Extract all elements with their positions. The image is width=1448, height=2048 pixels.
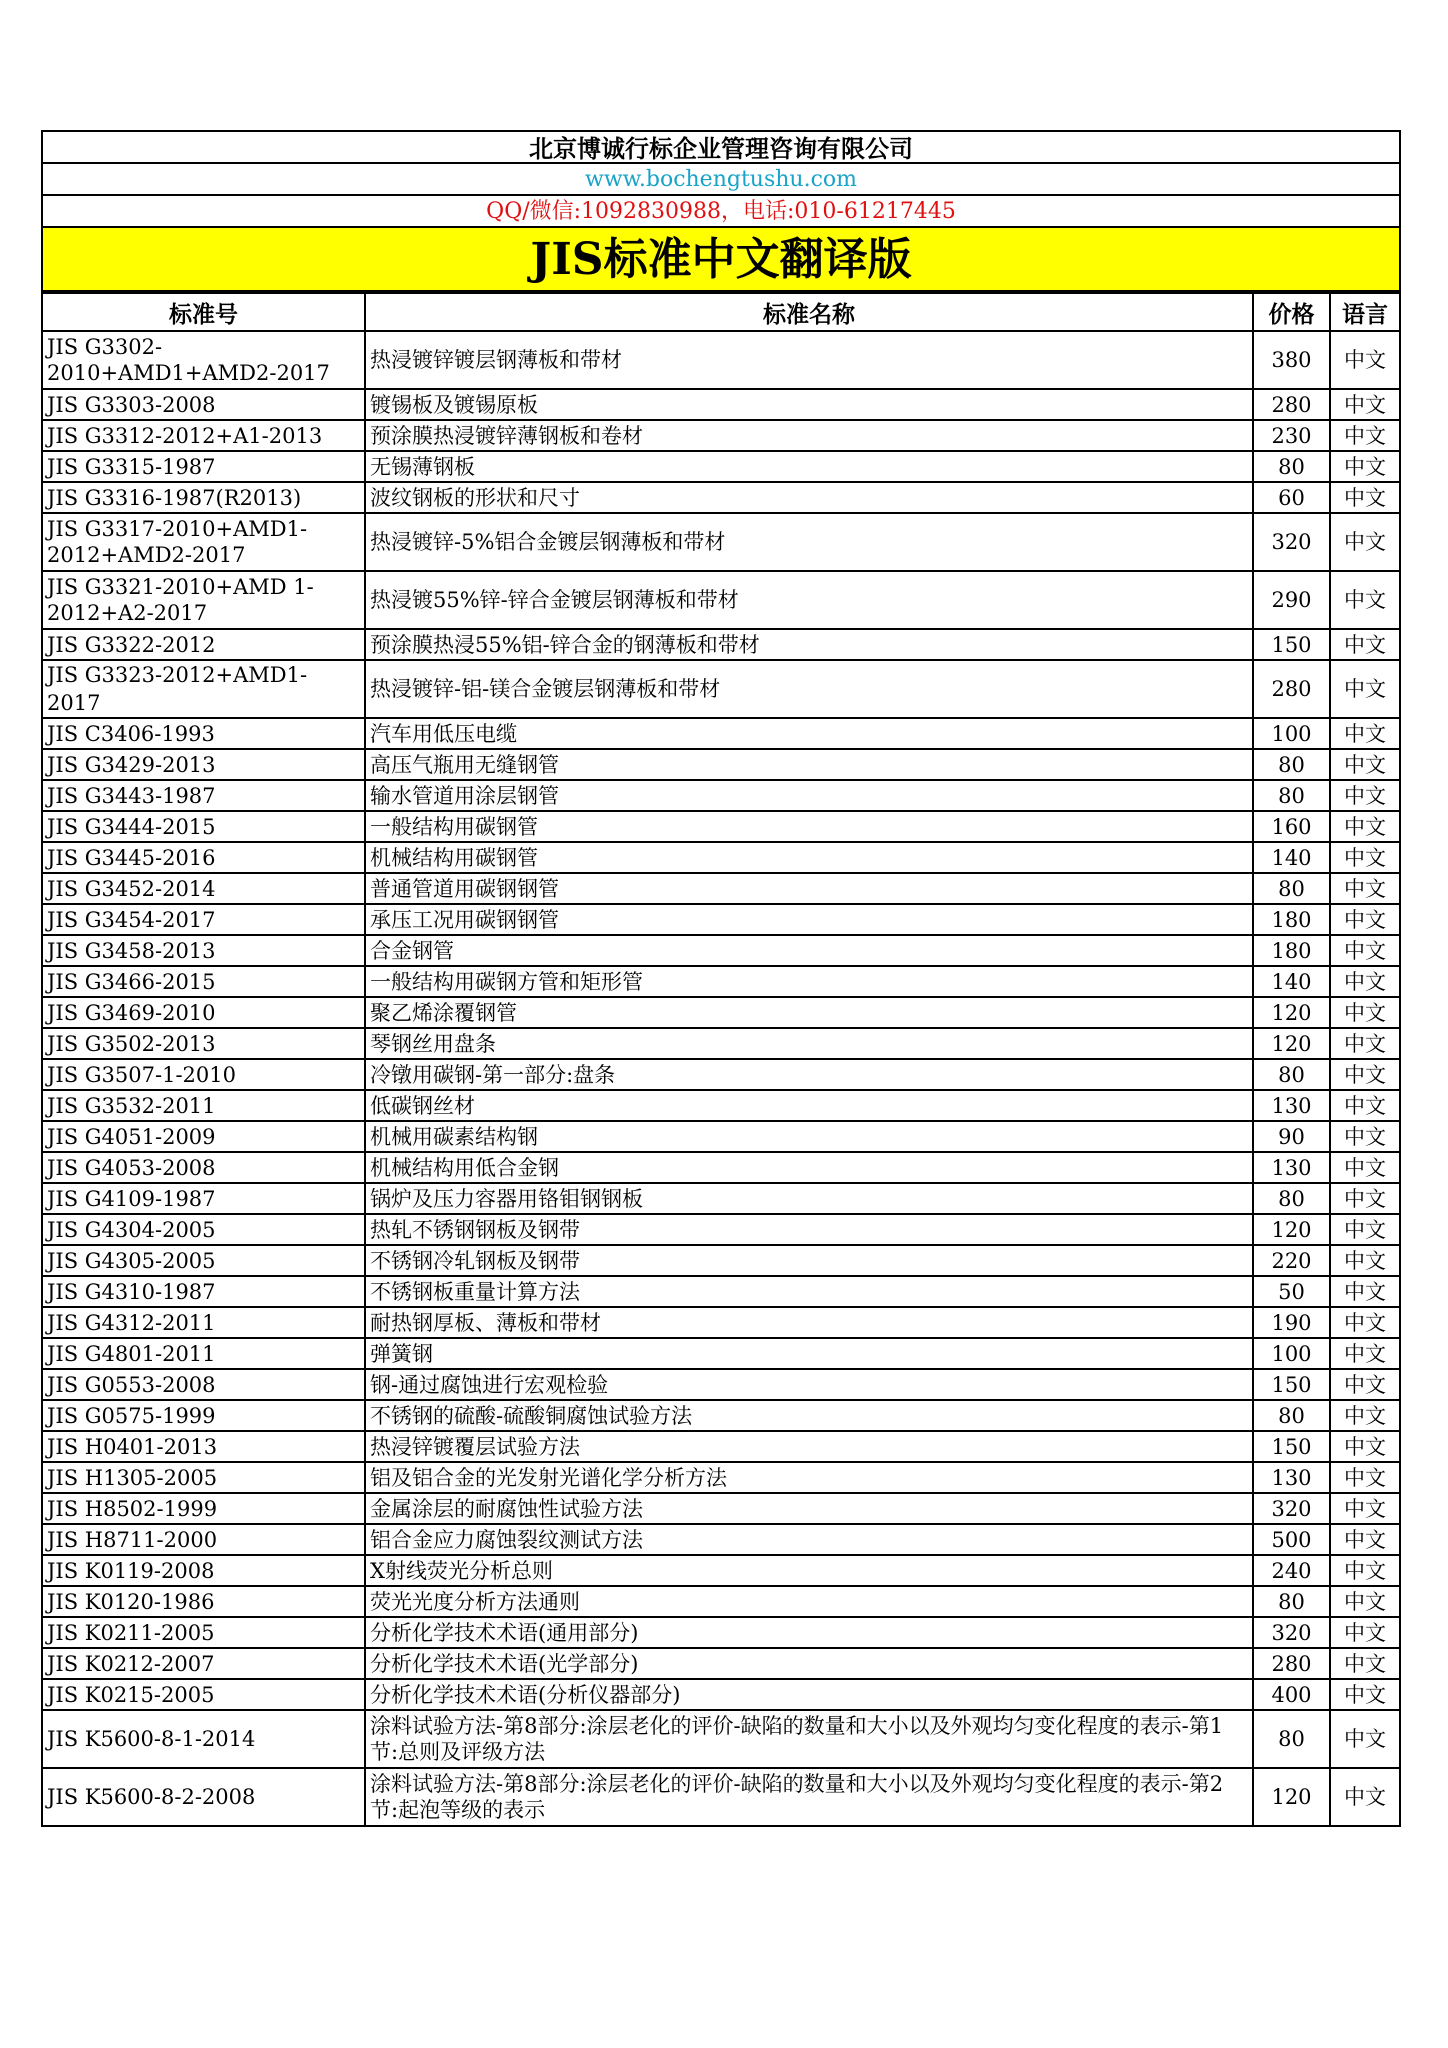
table-row (42, 1493, 1400, 1524)
language-cell: 中文 (1330, 1617, 1400, 1648)
standard-code-cell: JIS G4304-2005 (42, 1214, 365, 1245)
table-row (42, 420, 1400, 451)
language-cell: 中文 (1330, 997, 1400, 1028)
language-cell: 中文 (1330, 1152, 1400, 1183)
standard-code-cell: JIS G3321-2010+AMD 1-2012+A2-2017 (42, 571, 365, 629)
language-cell: 中文 (1330, 1121, 1400, 1152)
table-row (42, 966, 1400, 997)
standard-name-cell: 机械结构用碳钢管 (365, 842, 1253, 873)
language-cell: 中文 (1330, 780, 1400, 811)
table-row (42, 1462, 1400, 1493)
standard-name-cell: 涂料试验方法-第8部分:涂层老化的评价-缺陷的数量和大小以及外观均匀变化程度的表示-第2节:起泡等级的表示 (365, 1768, 1253, 1826)
price-cell: 280 (1253, 1648, 1330, 1679)
table-row (42, 1369, 1400, 1400)
table-row (42, 935, 1400, 966)
language-cell: 中文 (1330, 1338, 1400, 1369)
col-header-lang: 语言 (1330, 293, 1400, 331)
standard-code-cell: JIS G3312-2012+A1-2013 (42, 420, 365, 451)
standard-name-cell: 热轧不锈钢钢板及钢带 (365, 1214, 1253, 1245)
table-row (42, 1183, 1400, 1214)
price-cell: 90 (1253, 1121, 1330, 1152)
table-row (42, 904, 1400, 935)
language-cell: 中文 (1330, 935, 1400, 966)
table-row (42, 1214, 1400, 1245)
standard-name-cell: X射线荧光分析总则 (365, 1555, 1253, 1586)
standard-code-cell: JIS G4310-1987 (42, 1276, 365, 1307)
table-row (42, 1710, 1400, 1768)
language-cell: 中文 (1330, 1586, 1400, 1617)
language-cell: 中文 (1330, 1400, 1400, 1431)
standard-name-cell: 钢-通过腐蚀进行宏观检验 (365, 1369, 1253, 1400)
table-row (42, 389, 1400, 420)
language-cell: 中文 (1330, 718, 1400, 749)
standard-name-cell: 波纹钢板的形状和尺寸 (365, 482, 1253, 513)
standard-name-cell: 分析化学技术术语(分析仪器部分) (365, 1679, 1253, 1710)
price-cell: 240 (1253, 1555, 1330, 1586)
language-cell: 中文 (1330, 1462, 1400, 1493)
language-cell: 中文 (1330, 1710, 1400, 1768)
language-cell: 中文 (1330, 1028, 1400, 1059)
language-cell: 中文 (1330, 1555, 1400, 1586)
price-cell: 320 (1253, 1493, 1330, 1524)
table-row (42, 660, 1400, 718)
standard-name-cell: 机械用碳素结构钢 (365, 1121, 1253, 1152)
standard-code-cell: JIS G4109-1987 (42, 1183, 365, 1214)
standard-code-cell: JIS G3323-2012+AMD1-2017 (42, 660, 365, 718)
standard-name-cell: 高压气瓶用无缝钢管 (365, 749, 1253, 780)
standard-code-cell: JIS G3445-2016 (42, 842, 365, 873)
table-body (42, 331, 1400, 1826)
price-cell: 130 (1253, 1462, 1330, 1493)
standard-code-cell: JIS G3444-2015 (42, 811, 365, 842)
price-cell: 130 (1253, 1090, 1330, 1121)
standard-code-cell: JIS K0215-2005 (42, 1679, 365, 1710)
language-cell: 中文 (1330, 1183, 1400, 1214)
language-cell: 中文 (1330, 1768, 1400, 1826)
language-cell: 中文 (1330, 1059, 1400, 1090)
standard-name-cell: 机械结构用低合金钢 (365, 1152, 1253, 1183)
standard-code-cell: JIS G4053-2008 (42, 1152, 365, 1183)
language-cell: 中文 (1330, 749, 1400, 780)
standard-name-cell: 荧光光度分析方法通则 (365, 1586, 1253, 1617)
language-cell: 中文 (1330, 389, 1400, 420)
standard-code-cell: JIS G3532-2011 (42, 1090, 365, 1121)
table-row (42, 451, 1400, 482)
table-row (42, 513, 1400, 571)
price-cell: 500 (1253, 1524, 1330, 1555)
standard-code-cell: JIS G3303-2008 (42, 389, 365, 420)
price-cell: 80 (1253, 1400, 1330, 1431)
price-cell: 220 (1253, 1245, 1330, 1276)
price-cell: 380 (1253, 331, 1330, 389)
standard-code-cell: JIS G3452-2014 (42, 873, 365, 904)
price-cell: 120 (1253, 997, 1330, 1028)
language-cell: 中文 (1330, 629, 1400, 660)
standard-code-cell: JIS K0120-1986 (42, 1586, 365, 1617)
language-cell: 中文 (1330, 842, 1400, 873)
price-cell: 140 (1253, 842, 1330, 873)
price-cell: 400 (1253, 1679, 1330, 1710)
standard-code-cell: JIS G3315-1987 (42, 451, 365, 482)
table-row (42, 1090, 1400, 1121)
table-row (42, 1555, 1400, 1586)
price-cell: 180 (1253, 904, 1330, 935)
table-row (42, 718, 1400, 749)
standard-code-cell: JIS C3406-1993 (42, 718, 365, 749)
language-cell: 中文 (1330, 451, 1400, 482)
standard-code-cell: JIS G3443-1987 (42, 780, 365, 811)
standard-name-cell: 预涂膜热浸镀锌薄钢板和卷材 (365, 420, 1253, 451)
table-row (42, 1524, 1400, 1555)
standard-code-cell: JIS G3429-2013 (42, 749, 365, 780)
standard-name-cell: 承压工况用碳钢钢管 (365, 904, 1253, 935)
table-row (42, 1121, 1400, 1152)
table-row (42, 571, 1400, 629)
standard-name-cell: 琴钢丝用盘条 (365, 1028, 1253, 1059)
standard-name-cell: 无锡薄钢板 (365, 451, 1253, 482)
standard-name-cell: 一般结构用碳钢方管和矩形管 (365, 966, 1253, 997)
language-cell: 中文 (1330, 1431, 1400, 1462)
standard-code-cell: JIS K5600-8-1-2014 (42, 1710, 365, 1768)
standard-name-cell: 热浸镀锌镀层钢薄板和带材 (365, 331, 1253, 389)
price-cell: 130 (1253, 1152, 1330, 1183)
standard-code-cell: JIS G4801-2011 (42, 1338, 365, 1369)
price-cell: 80 (1253, 1183, 1330, 1214)
standard-code-cell: JIS K0119-2008 (42, 1555, 365, 1586)
price-cell: 120 (1253, 1028, 1330, 1059)
language-cell: 中文 (1330, 1679, 1400, 1710)
standard-code-cell: JIS K0212-2007 (42, 1648, 365, 1679)
price-cell: 80 (1253, 1710, 1330, 1768)
standard-name-cell: 一般结构用碳钢管 (365, 811, 1253, 842)
price-cell: 290 (1253, 571, 1330, 629)
price-cell: 190 (1253, 1307, 1330, 1338)
language-cell: 中文 (1330, 660, 1400, 718)
standard-code-cell: JIS G3507-1-2010 (42, 1059, 365, 1090)
standard-code-cell: JIS G4305-2005 (42, 1245, 365, 1276)
table-row (42, 1276, 1400, 1307)
language-cell: 中文 (1330, 1524, 1400, 1555)
standard-name-cell: 聚乙烯涂覆钢管 (365, 997, 1253, 1028)
standard-name-cell: 不锈钢冷轧钢板及钢带 (365, 1245, 1253, 1276)
standard-name-cell: 铝及铝合金的光发射光谱化学分析方法 (365, 1462, 1253, 1493)
table-row (42, 1307, 1400, 1338)
col-header-code: 标准号 (42, 293, 365, 331)
language-cell: 中文 (1330, 1307, 1400, 1338)
standard-code-cell: JIS K0211-2005 (42, 1617, 365, 1648)
standard-code-cell: JIS G3469-2010 (42, 997, 365, 1028)
standard-code-cell: JIS G3302-2010+AMD1+AMD2-2017 (42, 331, 365, 389)
standard-name-cell: 锅炉及压力容器用铬钼钢钢板 (365, 1183, 1253, 1214)
standard-code-cell: JIS G3322-2012 (42, 629, 365, 660)
standard-name-cell: 低碳钢丝材 (365, 1090, 1253, 1121)
table-row (42, 629, 1400, 660)
price-cell: 320 (1253, 513, 1330, 571)
standard-code-cell: JIS G3502-2013 (42, 1028, 365, 1059)
standard-name-cell: 耐热钢厚板、薄板和带材 (365, 1307, 1253, 1338)
standard-name-cell: 热浸镀55%锌-锌合金镀层钢薄板和带材 (365, 571, 1253, 629)
language-cell: 中文 (1330, 571, 1400, 629)
price-cell: 150 (1253, 629, 1330, 660)
table-row (42, 1028, 1400, 1059)
language-cell: 中文 (1330, 873, 1400, 904)
table-row (42, 1648, 1400, 1679)
table-row (42, 1152, 1400, 1183)
standard-code-cell: JIS G0575-1999 (42, 1400, 365, 1431)
table-row (42, 1679, 1400, 1710)
language-cell: 中文 (1330, 482, 1400, 513)
price-cell: 80 (1253, 780, 1330, 811)
table-row (42, 1245, 1400, 1276)
standard-name-cell: 金属涂层的耐腐蚀性试验方法 (365, 1493, 1253, 1524)
standard-name-cell: 涂料试验方法-第8部分:涂层老化的评价-缺陷的数量和大小以及外观均匀变化程度的表示-第1节:总则及评级方法 (365, 1710, 1253, 1768)
language-cell: 中文 (1330, 1090, 1400, 1121)
language-cell: 中文 (1330, 513, 1400, 571)
language-cell: 中文 (1330, 966, 1400, 997)
table-row (42, 1431, 1400, 1462)
price-cell: 100 (1253, 1338, 1330, 1369)
standard-code-cell: JIS G4312-2011 (42, 1307, 365, 1338)
table-row (42, 749, 1400, 780)
language-cell: 中文 (1330, 811, 1400, 842)
language-cell: 中文 (1330, 331, 1400, 389)
price-cell: 120 (1253, 1768, 1330, 1826)
language-cell: 中文 (1330, 420, 1400, 451)
standard-name-cell: 弹簧钢 (365, 1338, 1253, 1369)
table-row (42, 997, 1400, 1028)
standard-name-cell: 热浸镀锌-铝-镁合金镀层钢薄板和带材 (365, 660, 1253, 718)
price-cell: 140 (1253, 966, 1330, 997)
standard-code-cell: JIS G3316-1987(R2013) (42, 482, 365, 513)
standard-code-cell: JIS H0401-2013 (42, 1431, 365, 1462)
col-header-price: 价格 (1253, 293, 1330, 331)
table-row (42, 780, 1400, 811)
standard-code-cell: JIS G3317-2010+AMD1-2012+AMD2-2017 (42, 513, 365, 571)
table-row (42, 1400, 1400, 1431)
price-cell: 150 (1253, 1431, 1330, 1462)
table-row (42, 1338, 1400, 1369)
table-row (42, 811, 1400, 842)
standard-name-cell: 分析化学技术术语(光学部分) (365, 1648, 1253, 1679)
price-list-sheet (41, 130, 1401, 1827)
price-cell: 320 (1253, 1617, 1330, 1648)
standard-code-cell: JIS G4051-2009 (42, 1121, 365, 1152)
standard-code-cell: JIS G0553-2008 (42, 1369, 365, 1400)
price-cell: 60 (1253, 482, 1330, 513)
price-cell: 80 (1253, 749, 1330, 780)
language-cell: 中文 (1330, 1276, 1400, 1307)
standard-name-cell: 不锈钢板重量计算方法 (365, 1276, 1253, 1307)
standard-code-cell: JIS H1305-2005 (42, 1462, 365, 1493)
price-cell: 80 (1253, 451, 1330, 482)
standard-code-cell: JIS G3458-2013 (42, 935, 365, 966)
standard-name-cell: 预涂膜热浸55%铝-锌合金的钢薄板和带材 (365, 629, 1253, 660)
table-header-row (42, 293, 1400, 331)
contact-info: QQ/微信:1092830988，电话:010-61217445 (41, 196, 1401, 228)
standard-name-cell: 不锈钢的硫酸-硫酸铜腐蚀试验方法 (365, 1400, 1253, 1431)
standards-table (41, 292, 1401, 1827)
language-cell: 中文 (1330, 1214, 1400, 1245)
standard-name-cell: 分析化学技术术语(通用部分) (365, 1617, 1253, 1648)
price-cell: 120 (1253, 1214, 1330, 1245)
price-cell: 80 (1253, 1059, 1330, 1090)
standard-code-cell: JIS H8502-1999 (42, 1493, 365, 1524)
price-cell: 80 (1253, 1586, 1330, 1617)
standard-name-cell: 合金钢管 (365, 935, 1253, 966)
price-cell: 180 (1253, 935, 1330, 966)
price-cell: 160 (1253, 811, 1330, 842)
standard-name-cell: 汽车用低压电缆 (365, 718, 1253, 749)
price-cell: 280 (1253, 660, 1330, 718)
price-cell: 150 (1253, 1369, 1330, 1400)
standard-code-cell: JIS G3466-2015 (42, 966, 365, 997)
table-row (42, 1586, 1400, 1617)
price-cell: 80 (1253, 873, 1330, 904)
website-link[interactable]: www.bochengtushu.com (41, 164, 1401, 196)
language-cell: 中文 (1330, 1369, 1400, 1400)
standard-name-cell: 镀锡板及镀锡原板 (365, 389, 1253, 420)
col-header-name: 标准名称 (365, 293, 1253, 331)
banner-title: JIS标准中文翻译版 (41, 228, 1401, 292)
table-row (42, 331, 1400, 389)
table-row (42, 1768, 1400, 1826)
standard-name-cell: 热浸镀锌-5%铝合金镀层钢薄板和带材 (365, 513, 1253, 571)
standard-code-cell: JIS K5600-8-2-2008 (42, 1768, 365, 1826)
table-row (42, 842, 1400, 873)
table-row (42, 1617, 1400, 1648)
standard-name-cell: 冷镦用碳钢-第一部分:盘条 (365, 1059, 1253, 1090)
language-cell: 中文 (1330, 904, 1400, 935)
standard-code-cell: JIS H8711-2000 (42, 1524, 365, 1555)
company-name: 北京博诚行标企业管理咨询有限公司 (41, 130, 1401, 164)
standard-name-cell: 热浸锌镀覆层试验方法 (365, 1431, 1253, 1462)
language-cell: 中文 (1330, 1493, 1400, 1524)
price-cell: 50 (1253, 1276, 1330, 1307)
language-cell: 中文 (1330, 1648, 1400, 1679)
price-cell: 280 (1253, 389, 1330, 420)
standard-name-cell: 普通管道用碳钢钢管 (365, 873, 1253, 904)
table-row (42, 1059, 1400, 1090)
table-row (42, 873, 1400, 904)
standard-name-cell: 铝合金应力腐蚀裂纹测试方法 (365, 1524, 1253, 1555)
price-cell: 230 (1253, 420, 1330, 451)
price-cell: 100 (1253, 718, 1330, 749)
table-row (42, 482, 1400, 513)
standard-code-cell: JIS G3454-2017 (42, 904, 365, 935)
standard-name-cell: 输水管道用涂层钢管 (365, 780, 1253, 811)
language-cell: 中文 (1330, 1245, 1400, 1276)
